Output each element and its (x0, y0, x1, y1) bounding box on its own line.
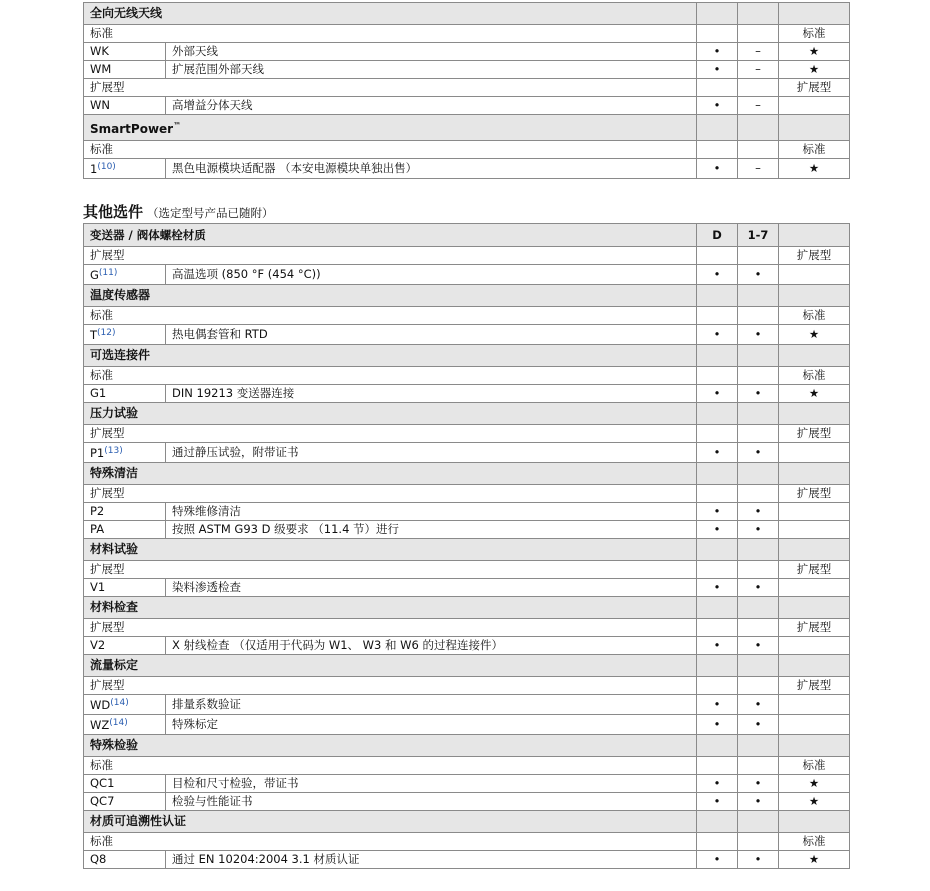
option-code-text: P2 (90, 504, 105, 518)
section-header-row (84, 463, 850, 485)
section-title-text: 材料检查 (90, 600, 139, 614)
section-empty-cell (738, 597, 779, 619)
footnote-ref: (14) (110, 698, 129, 708)
group-label: 扩展型 (84, 79, 697, 97)
section-empty-cell (779, 115, 850, 141)
standard-star: ★ (779, 793, 850, 811)
option-code (84, 715, 166, 735)
section-empty-cell (697, 597, 738, 619)
section-empty-cell (738, 285, 779, 307)
option-description: 按照 ASTM G93 D 级要求 （11.4 节）进行 (166, 521, 697, 539)
group-empty-cell (738, 485, 779, 503)
section-title-text: 特殊清洁 (90, 466, 139, 480)
section-empty-cell (697, 539, 738, 561)
availability-range-mark: • (738, 325, 779, 345)
standard-star: ★ (779, 43, 850, 61)
group-label: 标准 (84, 25, 697, 43)
options-table-wireless (83, 2, 850, 179)
section-header-row (84, 115, 850, 141)
group-availability: 标准 (779, 307, 850, 325)
option-code (84, 385, 166, 403)
availability-range-mark: • (738, 851, 779, 869)
section-empty-cell (738, 811, 779, 833)
option-code-text: WM (90, 62, 112, 76)
section-title-text: 可选连接件 (90, 348, 151, 362)
group-empty-cell (738, 25, 779, 43)
group-label: 扩展型 (84, 561, 697, 579)
option-code (84, 521, 166, 539)
standard-star (779, 265, 850, 285)
table-row (84, 325, 850, 345)
standard-star: ★ (779, 851, 850, 869)
availability-d-mark: • (697, 325, 738, 345)
group-availability: 扩展型 (779, 619, 850, 637)
table-row (84, 43, 850, 61)
group-empty-cell (697, 619, 738, 637)
group-empty-cell (697, 485, 738, 503)
standard-star (779, 97, 850, 115)
header-col-range: 1-7 (738, 224, 779, 247)
availability-range-mark: • (738, 579, 779, 597)
group-availability: 扩展型 (779, 79, 850, 97)
availability-range-mark: • (738, 443, 779, 463)
option-code-text: P1 (90, 446, 105, 460)
section-title-text: 流量标定 (90, 658, 139, 672)
other-options-title: 其他选件 (83, 203, 144, 221)
availability-range-mark: • (738, 521, 779, 539)
group-label-row (84, 25, 850, 43)
option-description: 特殊维修清洁 (166, 503, 697, 521)
table-row (84, 443, 850, 463)
group-label-row (84, 677, 850, 695)
section-title-text: SmartPower (90, 122, 174, 136)
group-label-row (84, 561, 850, 579)
section-title (84, 811, 697, 833)
option-code-text: QC7 (90, 794, 115, 808)
section-empty-cell (779, 285, 850, 307)
group-empty-cell (738, 619, 779, 637)
footnote-ref: (11) (98, 268, 118, 278)
section-title-text: 材质可追溯性认证 (90, 814, 187, 828)
section-empty-cell (738, 539, 779, 561)
group-empty-cell (738, 757, 779, 775)
group-availability: 扩展型 (779, 485, 850, 503)
table-row (84, 159, 850, 179)
group-availability: 标准 (779, 141, 850, 159)
availability-d-mark: • (697, 97, 738, 115)
option-code-text: WK (90, 44, 109, 58)
group-empty-cell (697, 561, 738, 579)
footnote-ref: (12) (97, 328, 116, 338)
option-code (84, 579, 166, 597)
availability-d-mark: • (697, 695, 738, 715)
option-code (84, 97, 166, 115)
section-empty-cell (738, 655, 779, 677)
section-empty-cell (779, 403, 850, 425)
group-empty-cell (738, 307, 779, 325)
section-empty-cell (697, 345, 738, 367)
group-empty-cell (697, 425, 738, 443)
option-code (84, 637, 166, 655)
section-empty-cell (738, 345, 779, 367)
section-empty-cell (779, 463, 850, 485)
other-options-heading (83, 201, 274, 222)
options-table-other (83, 223, 850, 869)
footnote-ref: (13) (104, 446, 123, 456)
group-availability: 标准 (779, 833, 850, 851)
group-empty-cell (697, 833, 738, 851)
section-header-row (84, 735, 850, 757)
group-label: 标准 (84, 367, 697, 385)
section-header-row (84, 345, 850, 367)
header-bolt-material: 变送器 / 阀体螺栓材质 (84, 224, 697, 247)
group-empty-cell (738, 367, 779, 385)
group-empty-cell (697, 247, 738, 265)
standard-star: ★ (779, 159, 850, 179)
option-description: 染料渗透检查 (166, 579, 697, 597)
group-label: 扩展型 (84, 677, 697, 695)
table-row (84, 715, 850, 735)
availability-range-mark: – (738, 61, 779, 79)
availability-d-mark: • (697, 265, 738, 285)
header-col-d: D (697, 224, 738, 247)
option-code-text: 1 (90, 162, 98, 176)
option-code (84, 851, 166, 869)
availability-d-mark: • (697, 503, 738, 521)
option-description: 检验与性能证书 (166, 793, 697, 811)
section-header-row (84, 655, 850, 677)
section-title-text: 温度传感器 (90, 288, 151, 302)
standard-star (779, 637, 850, 655)
option-description: 高温选项 (850 °F (454 °C)) (166, 265, 697, 285)
group-empty-cell (738, 141, 779, 159)
option-code-text: V1 (90, 580, 106, 594)
availability-range-mark: • (738, 715, 779, 735)
group-empty-cell (697, 367, 738, 385)
option-code (84, 61, 166, 79)
option-code-text: WN (90, 98, 110, 112)
section-empty-cell (697, 655, 738, 677)
table-row (84, 265, 850, 285)
option-code-text: PA (90, 522, 105, 536)
availability-range-mark: – (738, 159, 779, 179)
standard-star (779, 521, 850, 539)
group-availability: 标准 (779, 367, 850, 385)
group-label: 标准 (84, 307, 697, 325)
availability-range-mark: • (738, 695, 779, 715)
option-code-text: V2 (90, 638, 106, 652)
option-description: 扩展范围外部天线 (166, 61, 697, 79)
group-empty-cell (697, 25, 738, 43)
availability-range-mark: – (738, 97, 779, 115)
availability-d-mark: • (697, 385, 738, 403)
group-empty-cell (697, 79, 738, 97)
availability-d-mark: • (697, 775, 738, 793)
table-row (84, 97, 850, 115)
standard-star: ★ (779, 775, 850, 793)
section-title-text: 材料试验 (90, 542, 139, 556)
table-header-row (84, 224, 850, 247)
group-empty-cell (738, 425, 779, 443)
table-row (84, 793, 850, 811)
table-row (84, 775, 850, 793)
option-description: 外部天线 (166, 43, 697, 61)
group-empty-cell (697, 141, 738, 159)
group-label: 扩展型 (84, 247, 697, 265)
section-title (84, 403, 697, 425)
option-code (84, 695, 166, 715)
section-header-row (84, 403, 850, 425)
option-description: 排量系数验证 (166, 695, 697, 715)
option-code (84, 775, 166, 793)
option-code-text: T (90, 328, 98, 342)
availability-range-mark: – (738, 43, 779, 61)
availability-d-mark: • (697, 579, 738, 597)
section-empty-cell (738, 463, 779, 485)
section-title-text: 全向无线天线 (90, 6, 163, 20)
group-availability: 扩展型 (779, 425, 850, 443)
section-header-row (84, 811, 850, 833)
section-empty-cell (697, 115, 738, 141)
group-empty-cell (738, 561, 779, 579)
group-label-row (84, 619, 850, 637)
option-code (84, 443, 166, 463)
group-label: 扩展型 (84, 485, 697, 503)
group-label-row (84, 79, 850, 97)
option-description: 通过静压试验，附带证书 (166, 443, 697, 463)
option-description: 通过 EN 10204:2004 3.1 材质认证 (166, 851, 697, 869)
section-empty-cell (738, 3, 779, 25)
section-header-row (84, 285, 850, 307)
section-empty-cell (697, 811, 738, 833)
group-label-row (84, 307, 850, 325)
standard-star (779, 695, 850, 715)
table-row (84, 521, 850, 539)
availability-d-mark: • (697, 443, 738, 463)
section-title (84, 3, 697, 25)
section-empty-cell (697, 735, 738, 757)
footnote-ref: (10) (97, 162, 116, 172)
group-empty-cell (697, 677, 738, 695)
group-label-row (84, 425, 850, 443)
section-title (84, 735, 697, 757)
section-empty-cell (779, 539, 850, 561)
table-row (84, 637, 850, 655)
availability-range-mark: • (738, 637, 779, 655)
option-code-text: WD (90, 698, 111, 712)
option-description: X 射线检查 （仅适用于代码为 W1、 W3 和 W6 的过程连接件） (166, 637, 697, 655)
section-empty-cell (779, 345, 850, 367)
group-empty-cell (738, 247, 779, 265)
table-row (84, 579, 850, 597)
other-options-subtitle: （选定型号产品已随附） (147, 206, 274, 220)
option-code (84, 325, 166, 345)
availability-d-mark: • (697, 159, 738, 179)
standard-star (779, 503, 850, 521)
group-label: 标准 (84, 833, 697, 851)
table-row (84, 851, 850, 869)
availability-d-mark: • (697, 851, 738, 869)
option-code-text: Q8 (90, 852, 107, 866)
section-title-text: 压力试验 (90, 406, 139, 420)
availability-d-mark: • (697, 715, 738, 735)
section-empty-cell (738, 403, 779, 425)
option-code-text: G1 (90, 386, 107, 400)
section-title (84, 597, 697, 619)
option-code-text: G (90, 268, 99, 282)
option-code (84, 793, 166, 811)
group-availability: 扩展型 (779, 247, 850, 265)
standard-star (779, 715, 850, 735)
table-row (84, 503, 850, 521)
availability-d-mark: • (697, 61, 738, 79)
availability-d-mark: • (697, 43, 738, 61)
option-code (84, 43, 166, 61)
section-title-text: 特殊检验 (90, 738, 139, 752)
standard-star (779, 579, 850, 597)
section-empty-cell (779, 597, 850, 619)
section-header-row (84, 539, 850, 561)
option-code (84, 159, 166, 179)
section-empty-cell (779, 3, 850, 25)
availability-range-mark: • (738, 265, 779, 285)
group-empty-cell (738, 79, 779, 97)
availability-d-mark: • (697, 793, 738, 811)
option-code (84, 265, 166, 285)
availability-range-mark: • (738, 503, 779, 521)
group-empty-cell (697, 307, 738, 325)
group-label: 标准 (84, 141, 697, 159)
section-empty-cell (779, 655, 850, 677)
section-empty-cell (697, 403, 738, 425)
group-label-row (84, 141, 850, 159)
option-code (84, 503, 166, 521)
table-row (84, 385, 850, 403)
section-empty-cell (697, 285, 738, 307)
section-header-row (84, 597, 850, 619)
section-empty-cell (779, 811, 850, 833)
section-empty-cell (697, 463, 738, 485)
standard-star: ★ (779, 61, 850, 79)
group-label-row (84, 833, 850, 851)
section-title (84, 463, 697, 485)
group-label: 标准 (84, 757, 697, 775)
header-col-availability (779, 224, 850, 247)
option-description: 热电偶套管和 RTD (166, 325, 697, 345)
option-description: DIN 19213 变送器连接 (166, 385, 697, 403)
group-empty-cell (738, 677, 779, 695)
trademark-mark: ™ (173, 121, 182, 130)
section-title (84, 655, 697, 677)
section-empty-cell (697, 3, 738, 25)
section-title (84, 115, 697, 141)
group-label-row (84, 485, 850, 503)
group-label: 扩展型 (84, 425, 697, 443)
option-description: 特殊标定 (166, 715, 697, 735)
group-availability: 标准 (779, 25, 850, 43)
availability-range-mark: • (738, 385, 779, 403)
group-availability: 扩展型 (779, 677, 850, 695)
group-label-row (84, 757, 850, 775)
section-title (84, 345, 697, 367)
option-code-text: WZ (90, 718, 110, 732)
availability-range-mark: • (738, 775, 779, 793)
standard-star: ★ (779, 385, 850, 403)
standard-star (779, 443, 850, 463)
option-description: 高增益分体天线 (166, 97, 697, 115)
option-description: 目检和尺寸检验，带证书 (166, 775, 697, 793)
group-label: 扩展型 (84, 619, 697, 637)
table-row (84, 61, 850, 79)
section-header-row (84, 3, 850, 25)
group-label-row (84, 367, 850, 385)
section-empty-cell (738, 735, 779, 757)
section-title (84, 285, 697, 307)
standard-star: ★ (779, 325, 850, 345)
group-availability: 标准 (779, 757, 850, 775)
section-title (84, 539, 697, 561)
group-empty-cell (697, 757, 738, 775)
availability-d-mark: • (697, 637, 738, 655)
section-empty-cell (738, 115, 779, 141)
footnote-ref: (14) (109, 718, 128, 728)
availability-d-mark: • (697, 521, 738, 539)
section-empty-cell (779, 735, 850, 757)
option-code-text: QC1 (90, 776, 115, 790)
option-description: 黑色电源模块适配器 （本安电源模块单独出售） (166, 159, 697, 179)
availability-range-mark: • (738, 793, 779, 811)
table-row (84, 695, 850, 715)
group-empty-cell (738, 833, 779, 851)
group-availability: 扩展型 (779, 561, 850, 579)
group-label-row (84, 247, 850, 265)
